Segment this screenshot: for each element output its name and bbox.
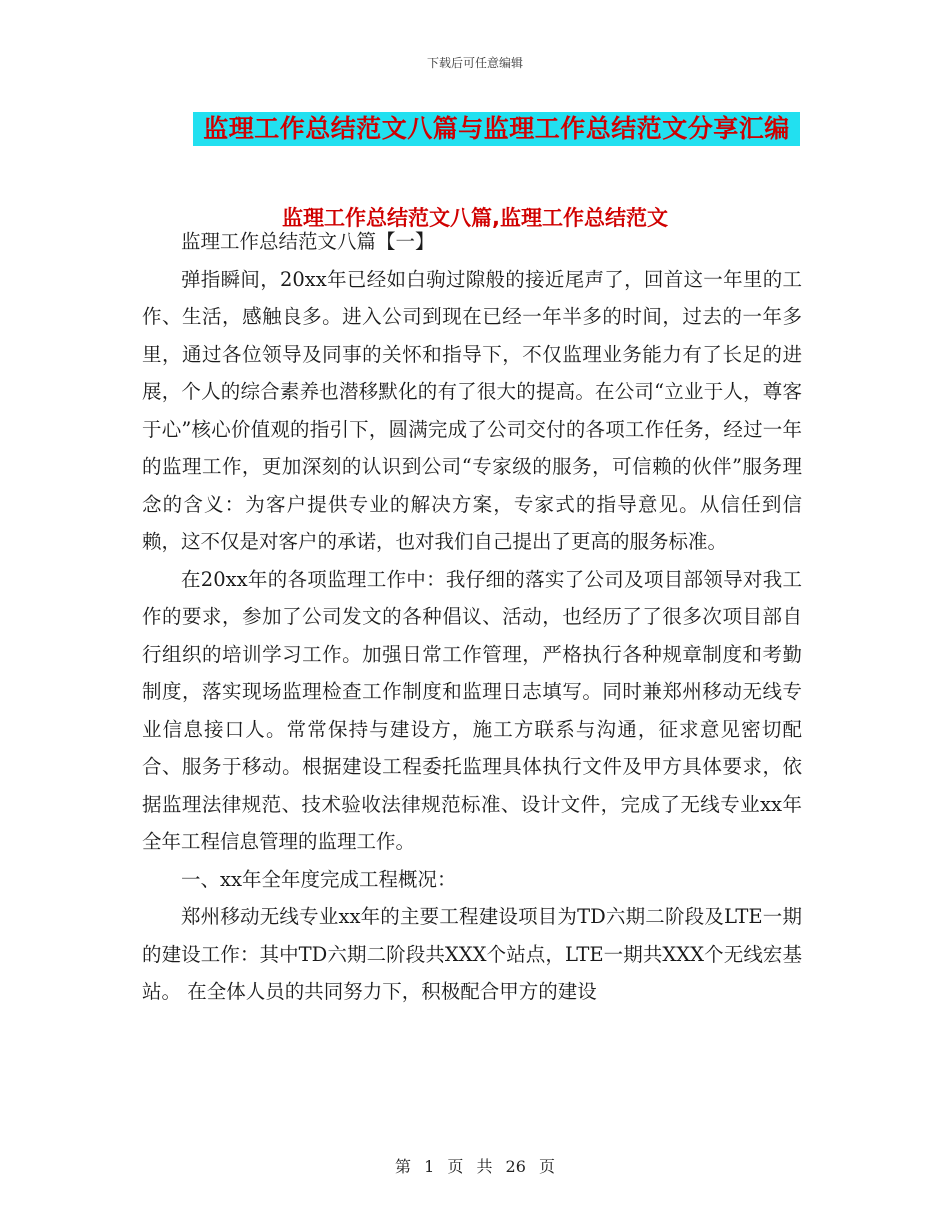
- body-paragraph: 弹指瞬间，20xx年已经如白驹过隙般的接近尾声了，回首这一年里的工作、生活，感触良多。进入公司到现在已经一年半多的时间，过去的一年多里，通过各位领导及同事的关怀和指导下，不仅监理业务能力有了长足的进展，个人的综合素养也潜移默化的有了很大的提高。在公司“立业于人，尊客于心”核心价值观的指引下，圆满完成了公司交付的各项工作任务，经过一年的监理工作，更加深刻的认识到公司“专家级的服务，可信赖的伙伴”服务理念的含义：为客户提供专业的解决方案，专家式的指导意见。从信任到信赖，这不仅是对客户的承诺，也对我们自己提出了更高的服务标准。: [142, 267, 802, 553]
- document-title: 监理工作总结范文八篇与监理工作总结范文分享汇编: [193, 112, 800, 146]
- body-paragraph: 郑州移动无线专业xx年的主要工程建设项目为TD六期二阶段及LTE一期的建设工作：其中TD六期二阶段共XXX个站点，LTE一期共XXX个无线宏基站。 在全体人员的共同努力下，积极配合甲方的建设: [142, 905, 802, 1003]
- page-footer: 第 1 页 共 26 页: [395, 1157, 555, 1176]
- document-body: [142, 223, 802, 1011]
- section-heading: 监理工作总结范文八篇【一】: [181, 230, 435, 253]
- section-heading: 一、xx年全年度完成工程概况：: [181, 867, 457, 891]
- body-paragraph: 在20xx年的各项监理工作中：我仔细的落实了公司及项目部领导对我工作的要求，参加了公司发文的各种倡议、活动，也经历了了很多次项目部自行组织的培训学习工作。加强日常工作管理，严格执行各种规章制度和考勤制度，落实现场监理检查工作制度和监理日志填写。同时兼郑州移动无线专业信息接口人。常常保持与建设方，施工方联系与沟通，征求意见密切配合、服务于移动。根据建设工程委托监理具体执行文件及甲方具体要求，依据监理法律规范、技术验收法律规范标准、设计文件，完成了无线专业xx年全年工程信息管理的监理工作。: [142, 567, 802, 853]
- document-subtitle: 监理工作总结范文八篇,监理工作总结范文: [282, 206, 668, 230]
- page-header-note: 下载后可任意编辑: [426, 56, 523, 70]
